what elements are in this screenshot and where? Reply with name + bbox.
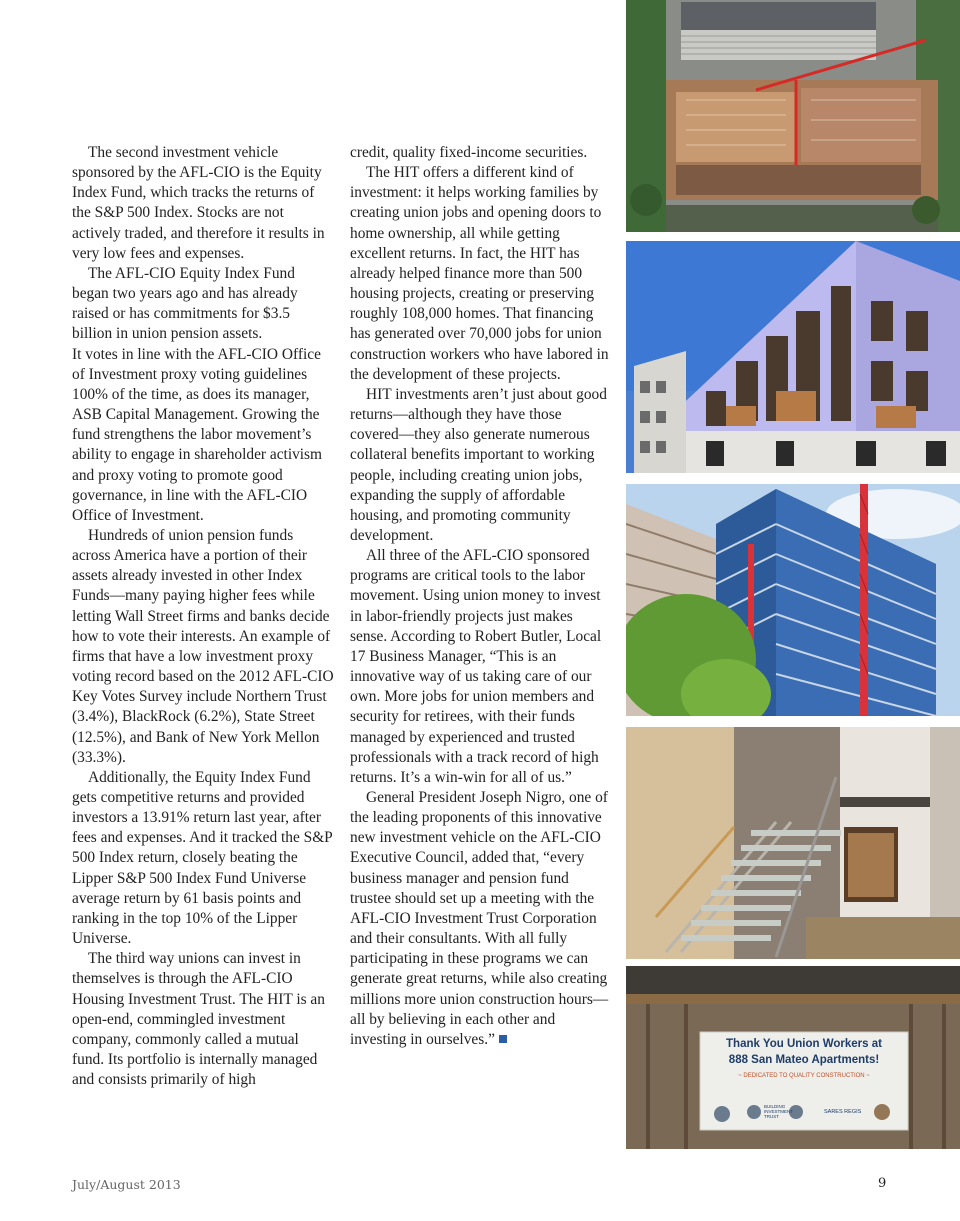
photo-aerial-construction-site: [626, 0, 960, 232]
banner-logo-sares-regis: SARES REGIS: [824, 1109, 862, 1115]
photo-interior-staircase: [626, 727, 960, 959]
paragraph: All three of the AFL-CIO sponsored programs are critical tools to the labor movement. Using union money to invest in labor-friendly projects just makes sense. According to Robert Butler, Local 17 Business Manager, “This is an innovative way of us taking care of our own. More jobs for union members and security for retirees, with their funds managed by experienced and trusted professionals with a track record of high returns. It’s a win-win for all of us.”: [350, 547, 602, 786]
photo-highrise-crane: [626, 484, 960, 716]
photo-thank-you-banner: [626, 966, 960, 1149]
photo-building-wrap: [626, 241, 960, 473]
paragraph: The HIT offers a different kind of investment: it helps working families by creating union jobs and opening doors to home ownership, all while getting excellent returns. In fact, the HIT has already helped finance more than 500 housing projects, creating or preserving roughly 108,000 homes. That financing has generated over 70,000 jobs for union construction workers who have labored in the development of these projects.: [350, 164, 609, 383]
paragraph: The AFL-CIO Equity Index Fund began two years ago and has already raised or has commitments for $3.5 billion in union pension assets.: [72, 264, 298, 343]
paragraph: credit, quality fixed-income securities.: [350, 144, 588, 161]
paragraph: Hundreds of union pension funds across America have a portion of their assets already invested in other Index Funds—many paying higher fees while letting Wall Street firms and banks decide how to vote their interests. An example of firms that have a low investment proxy voting record based on the 2012 AFL-CIO Key Votes Survey include Northern Trust (3.4%), BlackRock (6.2%), State Street (12.5%), and Bank of New York Mellon (33.3%).: [72, 526, 334, 766]
paragraph: The third way unions can invest in themselves is through the AFL-CIO Housing Investment Trust. The HIT is an open-end, commingled investment company, commonly called a mutual fund. Its portfolio is internally managed and consists primarily of high: [72, 950, 325, 1089]
banner-line-1: Thank You Union Workers at: [726, 1038, 882, 1050]
end-mark-icon: [499, 1035, 507, 1043]
paragraph-text: General President Joseph Nigro, one of the leading proponents of this innovative new investment vehicle on the AFL-CIO Executive Council, added that, “every business manager and pension fund trustee should set up a meeting with the AFL-CIO Investment Trust Corporation and their consultants. With all fully participating in these programs we can generate great returns, while also creating millions more union construction hours—all by believing in each other and investing in ourselves.”: [350, 789, 609, 1048]
paragraph: Additionally, the Equity Index Fund gets competitive returns and provided investors a 13.91% return last year, after fees and expenses. And it tracked the S&P 500 Index return, closely beating the Lipper S&P 500 Index Fund Universe average return by 61 basis points and ranking in the top 10% of the Lipper Universe.: [72, 768, 333, 948]
issue-date: July/August 2013: [72, 1177, 181, 1192]
banner-logo-building-investment-trust: BUILDING INVESTMENT TRUST: [764, 1104, 793, 1119]
paragraph: [350, 788, 610, 1050]
banner-tagline: ~ DEDICATED TO QUALITY CONSTRUCTION ~: [738, 1073, 870, 1079]
article-column-2: [350, 143, 610, 1050]
article-column-1: [72, 143, 334, 1090]
paragraph: HIT investments aren’t just about good returns—although they have those covered—they also generate numerous collateral benefits important to working people, including creating union jobs, expanding the supply of affordable housing, and promoting community development.: [350, 385, 607, 544]
paragraph: The second investment vehicle sponsored by the AFL-CIO is the Equity Index Fund, which tracks the returns of the S&P 500 Index. Stocks are not actively traded, and therefore it results in very low fees and expenses.: [72, 144, 325, 262]
page-number: 9: [878, 1176, 887, 1191]
paragraph: It votes in line with the AFL-CIO Office of Investment proxy voting guidelines 100% of the time, as does its manager, ASB Capital Management. Growing the fund strengthens the labor movement’s ability to engage in shareholder activism and proxy voting to promote good governance, in line with the AFL-CIO Office of Investment.: [72, 345, 323, 524]
banner-line-2: 888 San Mateo Apartments!: [728, 1054, 880, 1066]
